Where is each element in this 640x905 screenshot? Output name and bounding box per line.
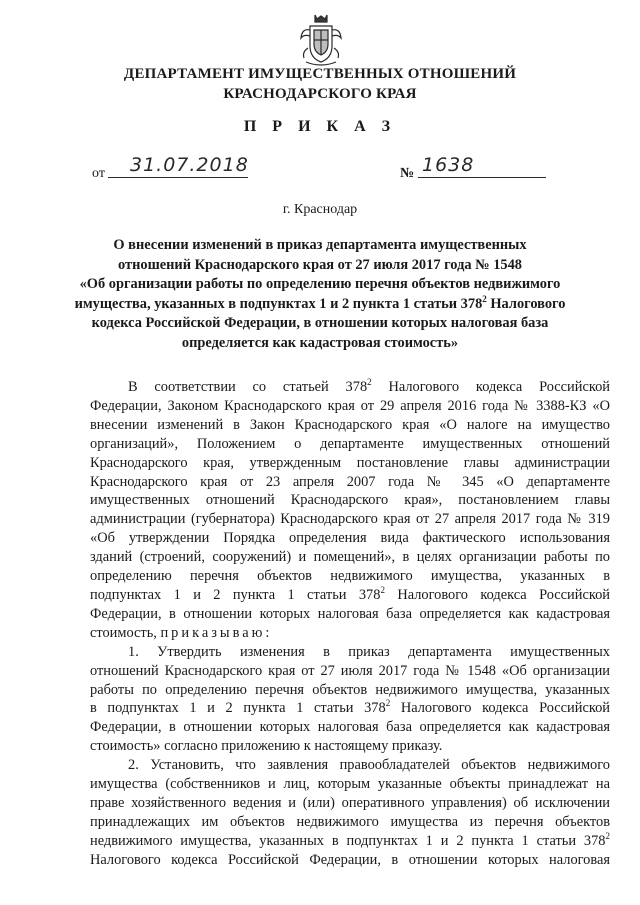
body-line: В соответствии со статьей $378^2$ Налогового кодекса Российской bbox=[128, 377, 611, 395]
date-label: от bbox=[92, 166, 105, 181]
subject-line: «Об организации работы по определению перечня объектов недвижимого bbox=[79, 276, 561, 293]
body-line: подпунктах 1 и 2 пункта 1 статьи $378^2$ Налогового кодекса Российской bbox=[90, 584, 610, 603]
body-line: 2. Установить, что заявления правообладателей объектов недвижимого bbox=[128, 757, 610, 774]
number-label: № bbox=[400, 166, 415, 181]
body-line: в подпунктах 1 и 2 пункта 1 статьи $378^2$ Налогового кодекса Российской bbox=[90, 698, 611, 717]
body-line: недвижимого имущества, указанных в подпунктах 1 и 2 пункта 1 статьи $378^2$ bbox=[90, 830, 610, 849]
subject-line: О внесении изменений в приказ департамента имущественных bbox=[113, 237, 527, 253]
number-underline bbox=[418, 177, 546, 178]
coat-of-arms-emblem bbox=[298, 12, 344, 68]
body-line: стоимость, приказываю: bbox=[90, 624, 273, 641]
body-line: праве хозяйственного ведения и (или) оперативного управления) об исключении bbox=[90, 794, 610, 811]
body-line: Федерации, в отношении которых налоговая база определяется как кадастровая bbox=[90, 605, 610, 622]
body-line: работы по определению перечня объектов недвижимого имущества, указанных bbox=[90, 681, 610, 698]
subject-line: отношений Краснодарского края от 27 июля 2017 года № 1548 bbox=[118, 256, 522, 273]
body-line: Федерации, в отношении которых налоговая база определяется как кадастровая bbox=[90, 719, 610, 736]
order-verb-spaced: приказываю: bbox=[160, 624, 273, 641]
body-line: 1. Утвердить изменения в приказ департамента имущественных bbox=[128, 643, 610, 660]
subject-line: кодекса Российской Федерации, в отношении которых налоговая база bbox=[91, 315, 549, 332]
body-line: организаций», Положением о департаменте имущественных отношений bbox=[90, 435, 610, 452]
number-handwritten: 1638 bbox=[422, 154, 475, 176]
body-line: отношений Краснодарского края от 27 июля 2017 года № 1548 «Об организации bbox=[90, 662, 610, 679]
body-line: зданий (строений, сооружений) и помещений», в целях организации работы по bbox=[90, 549, 610, 566]
body-line: Налогового кодекса Российской Федерации, в отношении которых налоговая bbox=[90, 851, 610, 868]
document-type-title: П Р И К А З bbox=[243, 118, 397, 135]
subject-line: определяется как кадастровая стоимость» bbox=[181, 334, 459, 351]
body-line: внесении изменений в Закон Краснодарского края «О налоге на имущество bbox=[90, 416, 610, 433]
body-line: определению перечня объектов недвижимого имущества, указанных в bbox=[90, 568, 610, 585]
body-line: администрации (губернатора) Краснодарского края от 27 апреля 2017 года № 319 bbox=[90, 511, 610, 528]
subject-line: имущества, указанных в подпунктах 1 и 2 пункта 1 статьи $378^2$ Налогового bbox=[74, 293, 566, 312]
order-subject bbox=[70, 236, 570, 354]
body-line: Краснодарского края, утвержденным постановление главы администрации bbox=[90, 454, 610, 471]
city-label: г. Краснодар bbox=[282, 202, 358, 217]
body-line: «Об утверждении Порядка определения вида фактического использования bbox=[90, 530, 610, 547]
department-name-line1: ДЕПАРТАМЕНТ ИМУЩЕСТВЕННЫХ ОТНОШЕНИЙ bbox=[123, 66, 517, 82]
date-handwritten: 31.07.2018 bbox=[130, 154, 249, 176]
body-line: имущества (собственников и лиц, которым указанные объекты принадлежат на bbox=[90, 776, 610, 793]
date-underline bbox=[108, 177, 248, 178]
body-line: Федерации, Законом Краснодарского края от 29 апреля 2016 года № 3388-КЗ «О bbox=[90, 397, 610, 414]
department-name-line2: КРАСНОДАРСКОГО КРАЯ bbox=[223, 86, 417, 102]
body-line: стоимость» согласно приложению к настоящему приказу. bbox=[90, 738, 443, 755]
body-line: Краснодарского края от 23 апреля 2007 года № 345 «О департаменте bbox=[90, 473, 610, 490]
order-body bbox=[90, 378, 610, 870]
body-line: имущественных отношений Краснодарского края», постановлением главы bbox=[90, 492, 610, 509]
body-line: принадлежащих им объектов недвижимого имущества из перечня объектов bbox=[90, 813, 610, 830]
